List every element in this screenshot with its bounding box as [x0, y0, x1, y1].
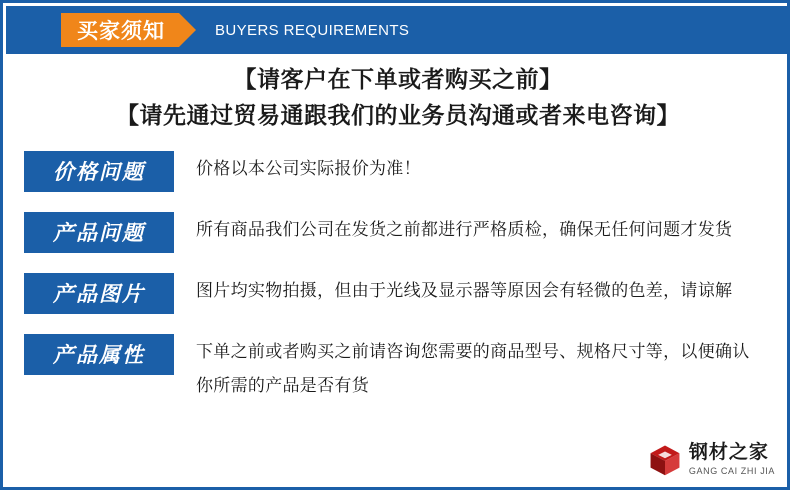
list-item: [6, 334, 790, 403]
header-bar: [6, 6, 790, 54]
list-item: [6, 212, 790, 253]
title-line-1: 【请客户在下单或者购买之前】: [233, 66, 563, 92]
logo-name-cn: 钢材之家: [688, 442, 769, 463]
header-subtitle: BUYERS REQUIREMENTS: [215, 21, 410, 39]
row-label-product-attribute: 产品属性: [24, 334, 174, 375]
row-text-price: 价格以本公司实际报价为准！: [196, 159, 421, 178]
row-text-product-attribute: 下单之前或者购买之前请咨询您需要的商品型号、规格尺寸等，以便确认你所需的产品是否有货: [196, 342, 750, 395]
row-text-product-image: 图片均实物拍摄，但由于光线及显示器等原因会有轻微的色差，请谅解: [196, 281, 733, 300]
row-label-price: 价格问题: [24, 151, 174, 192]
list-item: [6, 151, 790, 192]
cube-icon: [648, 443, 682, 477]
logo-text-block: [689, 443, 775, 477]
title-line-2: 【请先通过贸易通跟我们的业务员沟通或者来电咨询】: [116, 102, 680, 128]
header-tag: [61, 13, 179, 47]
requirement-list: [6, 151, 790, 423]
row-text-product-issue: 所有商品我们公司在发货之前都进行严格质检，确保无任何问题才发货: [196, 220, 733, 239]
title-block: [6, 61, 790, 133]
logo-name-en: GANG CAI ZHI JIA: [688, 466, 775, 476]
list-item: [6, 273, 790, 314]
site-logo: [648, 443, 775, 477]
row-label-product-image: 产品图片: [24, 273, 174, 314]
header-tag-label: 买家须知: [77, 20, 165, 43]
row-label-product-issue: 产品问题: [24, 212, 174, 253]
